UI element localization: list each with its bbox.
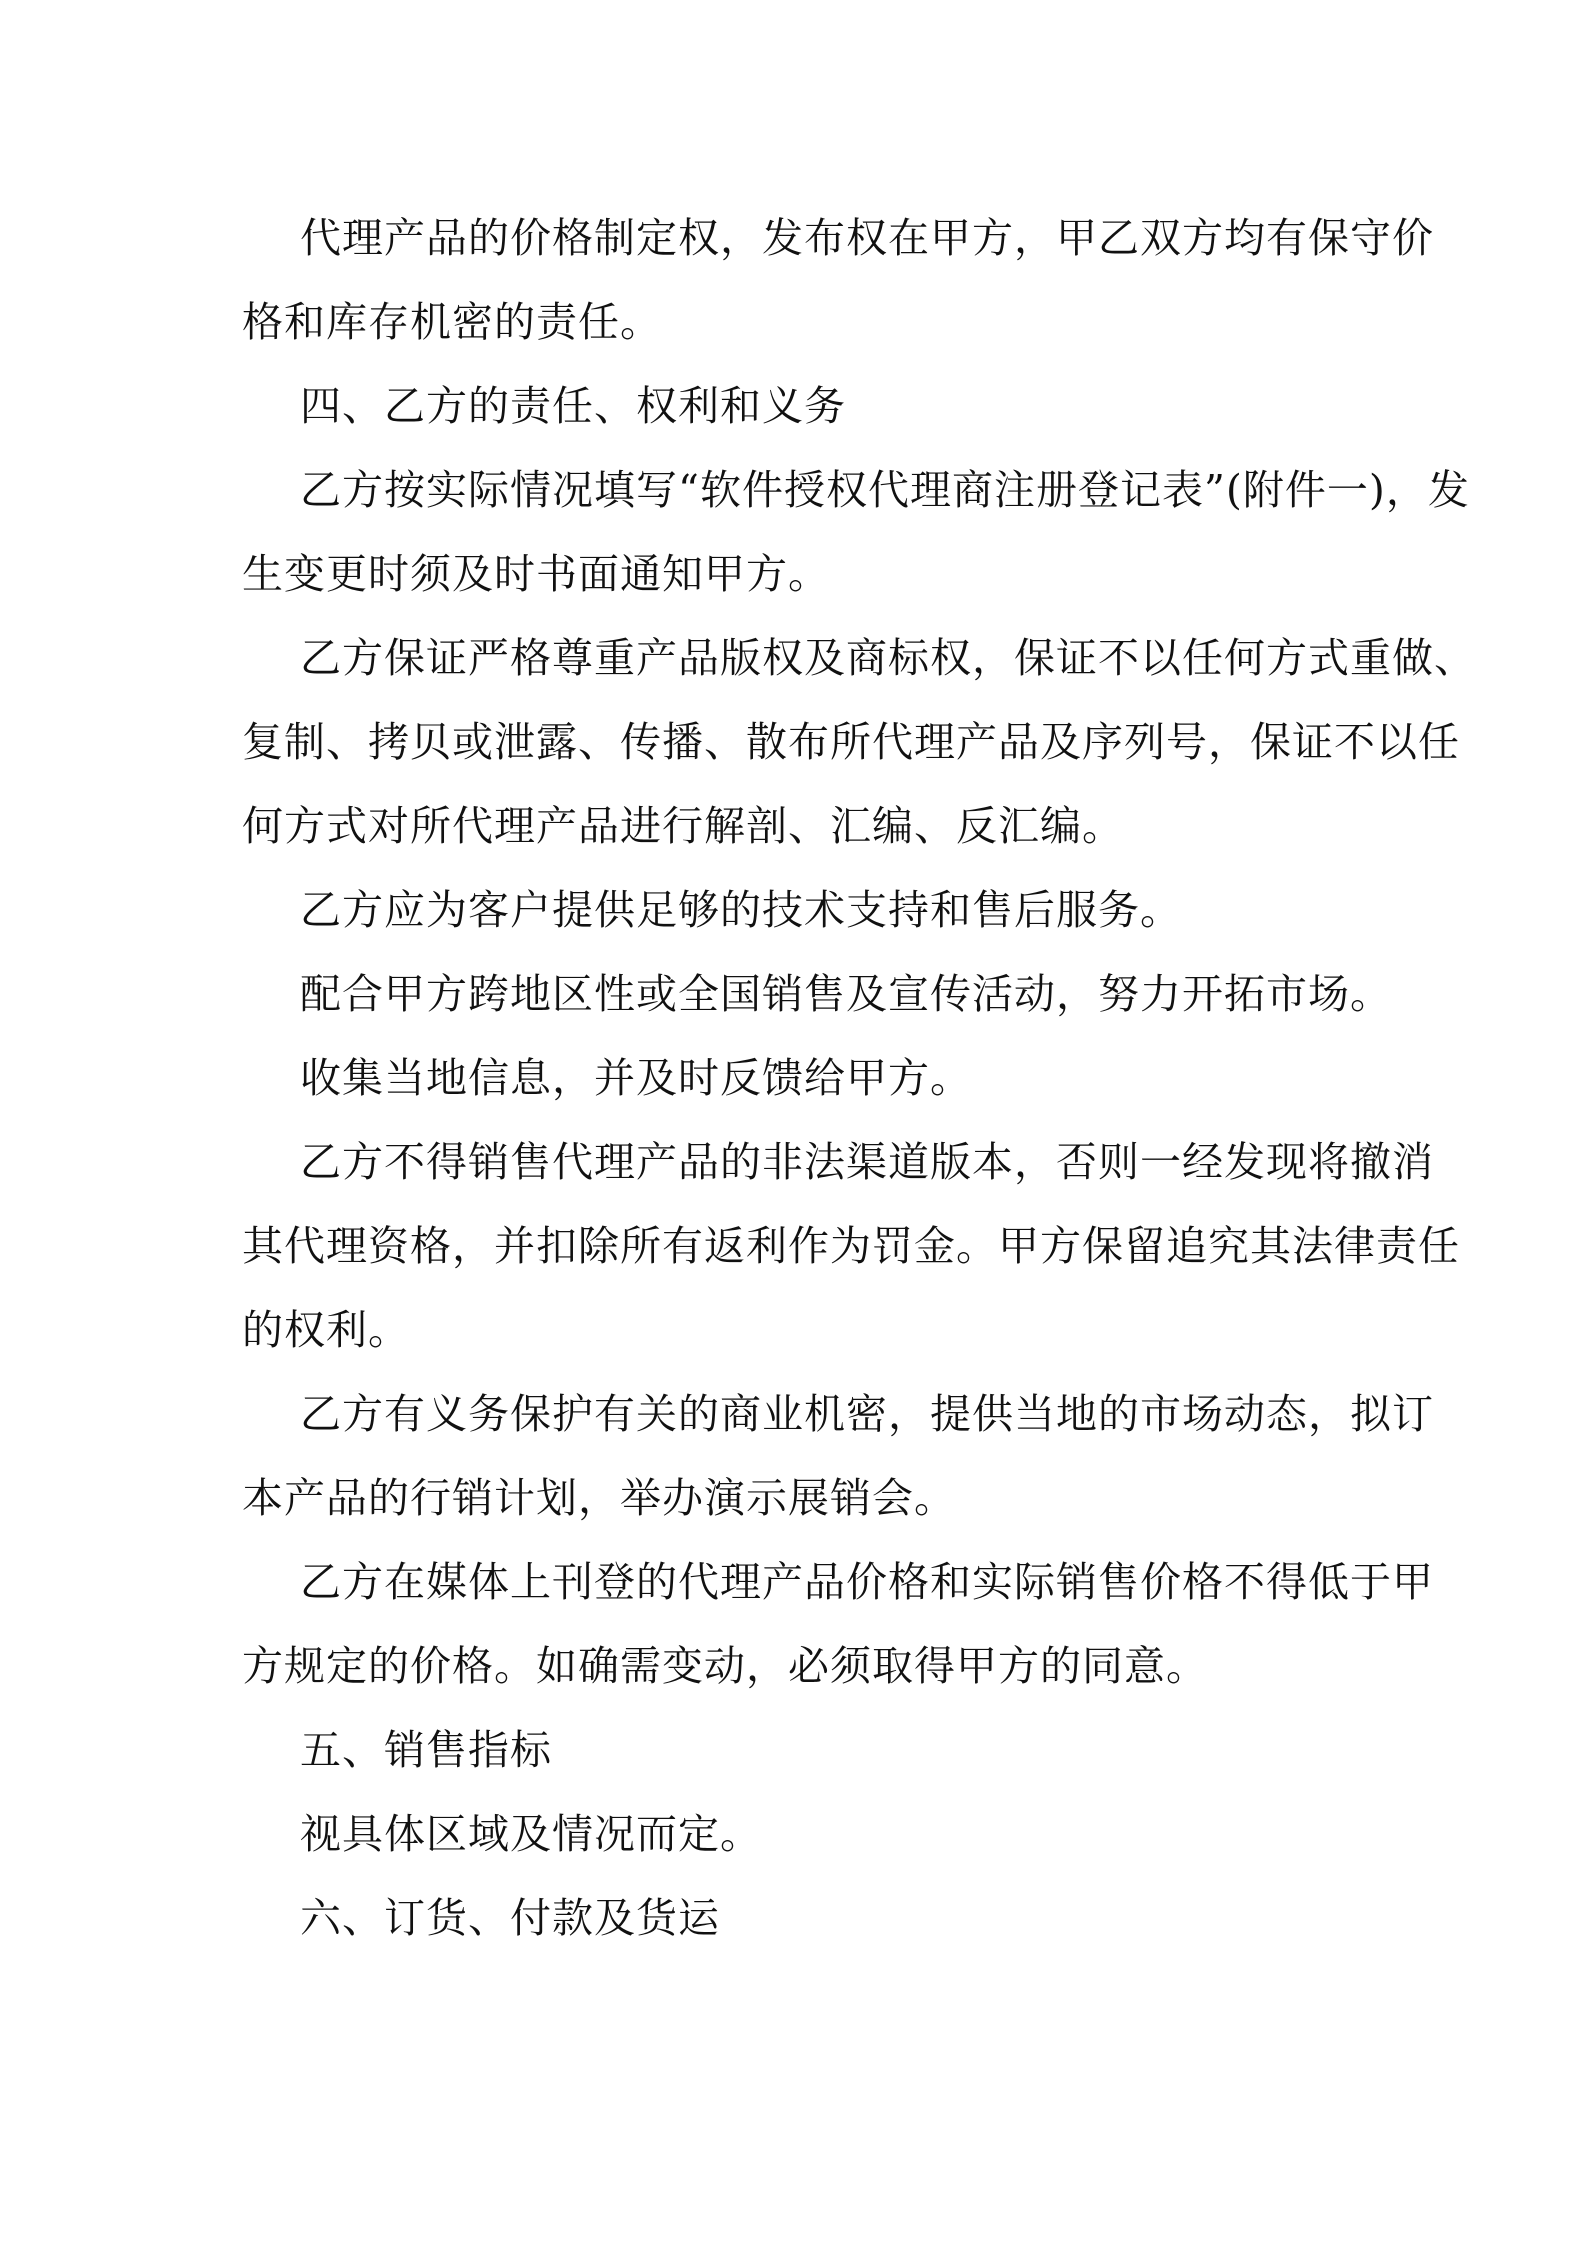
paragraph-line: 视具体区域及情况而定。 [300, 1810, 762, 1858]
section-heading-ordering-payment [242, 1876, 1358, 1960]
document-body [242, 196, 1476, 1960]
paragraph-line: 乙方保证严格尊重产品版权及商标权，保证不以任何方式重做、 [300, 634, 1476, 682]
paragraph-line: 其代理资格，并扣除所有返利作为罚金。甲方保留追究其法律责任 [242, 1222, 1460, 1270]
paragraph-line: 收集当地信息，并及时反馈给甲方。 [300, 1054, 972, 1102]
paragraph-local-information [242, 1036, 1358, 1120]
paragraph-copyright-respect [242, 616, 1476, 868]
paragraph-line: 方规定的价格。如确需变动，必须取得甲方的同意。 [242, 1642, 1208, 1690]
paragraph-line: 乙方按实际情况填写“软件授权代理商注册登记表”(附件一)，发 [300, 466, 1470, 514]
paragraph-line: 的权利。 [242, 1306, 410, 1354]
paragraph-line: 格和库存机密的责任。 [242, 298, 662, 346]
section-heading: 六、订货、付款及货运 [300, 1894, 720, 1942]
paragraph-line: 乙方在媒体上刊登的代理产品价格和实际销售价格不得低于甲 [300, 1558, 1434, 1606]
paragraph-registration-form [242, 448, 1470, 616]
paragraph-marketing-cooperation [242, 952, 1392, 1036]
paragraph-illegal-channels [242, 1120, 1460, 1372]
paragraph-business-secrets [242, 1372, 1434, 1540]
paragraph-line: 本产品的行销计划，举办演示展销会。 [242, 1474, 956, 1522]
paragraph-technical-support [242, 868, 1358, 952]
paragraph-media-pricing [242, 1540, 1434, 1708]
section-heading-sales-targets [242, 1708, 1358, 1792]
section-heading: 四、乙方的责任、权利和义务 [300, 382, 846, 430]
section-heading: 五、销售指标 [300, 1726, 552, 1774]
paragraph-line: 复制、拷贝或泄露、传播、散布所代理产品及序列号，保证不以任 [242, 718, 1460, 766]
paragraph-line: 乙方不得销售代理产品的非法渠道版本，否则一经发现将撤消 [300, 1138, 1434, 1186]
paragraph-sales-targets-detail [242, 1792, 1358, 1876]
paragraph-line: 配合甲方跨地区性或全国销售及宣传活动，努力开拓市场。 [300, 970, 1392, 1018]
paragraph-line: 乙方有义务保护有关的商业机密，提供当地的市场动态，拟订 [300, 1390, 1434, 1438]
section-heading-party-b-duties [242, 364, 1358, 448]
paragraph-line: 何方式对所代理产品进行解剖、汇编、反汇编。 [242, 802, 1124, 850]
paragraph-line: 生变更时须及时书面通知甲方。 [242, 550, 830, 598]
paragraph-pricing-rights [242, 196, 1434, 364]
paragraph-line: 代理产品的价格制定权，发布权在甲方，甲乙双方均有保守价 [300, 214, 1434, 262]
paragraph-line: 乙方应为客户提供足够的技术支持和售后服务。 [300, 886, 1182, 934]
